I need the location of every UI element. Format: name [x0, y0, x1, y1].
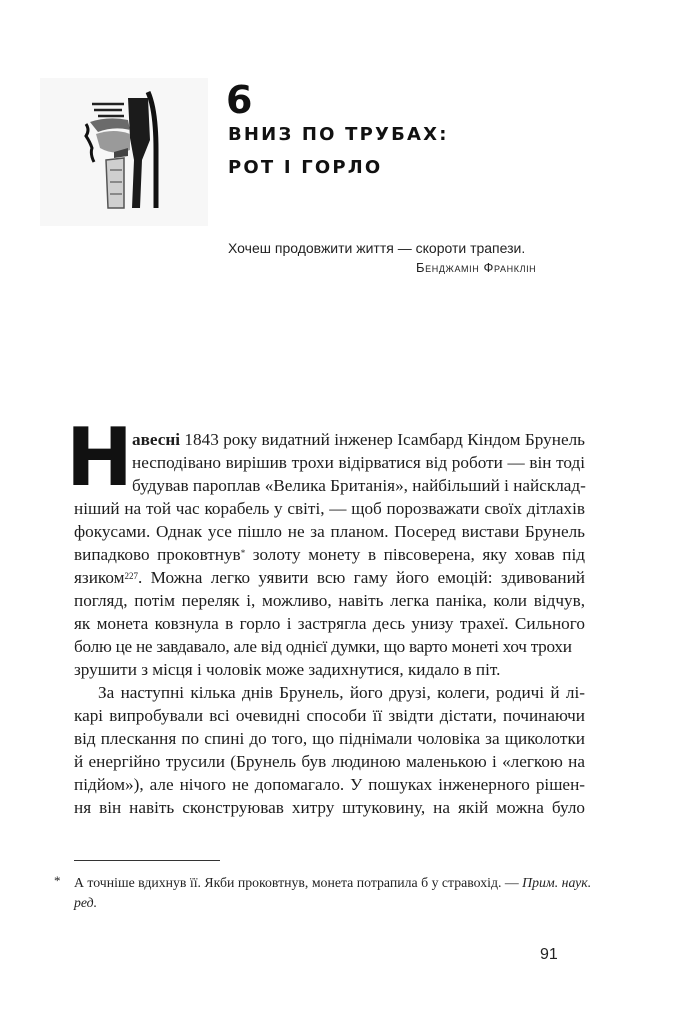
page-number: 91 — [540, 946, 558, 963]
body-line: як монета ковзнула в горло і застрягла десь унизу трахеї. Сильного — [74, 614, 585, 633]
body-line: несподівано вирішив трохи відірватися від роботи — він тоді — [132, 453, 585, 472]
chapter-title-line1: ВНИЗ ПО ТРУБАХ: — [228, 124, 449, 145]
body-line: болю це не завдавало, але від однієї думки, що варто монеті хоч трохи — [74, 637, 572, 656]
body-line: випадково проковтнув* золоту монету в півсоверена, яку ховав під — [74, 545, 586, 564]
body-line: й енергійно трусили (Брунель був людиною маленькою і «легкою на — [74, 752, 585, 771]
body-line: ніший на той час корабель у світі, — щоб порозважати своїх дітлахів — [74, 499, 585, 518]
epigraph-quote: Хочеш продовжити життя — скороти трапези. — [228, 240, 526, 256]
body-line: язиком$^{227}$. Можна легко уявити всю гаму його емоцій: здивований — [74, 568, 585, 587]
body-line: ня він навіть сконструював хитру штуковину, на якій можна було — [74, 798, 585, 817]
body-line: фокусами. Однак усе пішло не за планом. Посеред вистави Брунель — [74, 522, 585, 541]
body-line: карі випробували всі очевидні способи її звідти дістати, починаючи — [74, 706, 585, 725]
chapter-illustration — [40, 78, 208, 226]
body-line: будував пароплав «Велика Британія», найбільший і найсклад- — [132, 476, 586, 495]
epigraph-author: Бенджамін Франклін — [416, 260, 537, 275]
lead-word: авесні — [132, 430, 181, 449]
body-line: зрушити з місця і чоловік може задихнутися, кидало в піт. — [74, 660, 501, 679]
footnote-text: А точніше вдихнув її. Якби проковтнув, монета потрапила б у стравохід. — Прим. наук. ред. — [74, 875, 592, 910]
body-line: За наступні кілька днів Брунель, його друзі, колеги, родичі й лі- — [98, 683, 585, 702]
body-line: підйом»), але нічого не допомагало. У пошуках інженерного рішен- — [74, 775, 585, 794]
body-line: погляд, потім переляк і, можливо, навіть легка паніка, коли відчув, — [74, 591, 585, 610]
footnote-attribution: Прим. наук. ред. — [74, 875, 592, 910]
footnote-marker: * — [240, 548, 246, 558]
drop-cap: Н — [66, 411, 133, 504]
body-line: авесні 1843 року видатний інженер Ісамбард Кіндом Брунель — [132, 430, 585, 449]
body-line: від плескання по спині до того, що піднімали чоловіка за щиколотки — [74, 729, 585, 748]
chapter-title-line2: РОТ І ГОРЛО — [228, 157, 383, 178]
footnote-divider — [74, 860, 220, 861]
footnote-marker: * — [54, 873, 61, 888]
reference-number: 227 — [124, 571, 139, 581]
chapter-number: 6 — [226, 78, 253, 122]
head-sagittal-section-icon — [84, 90, 164, 210]
